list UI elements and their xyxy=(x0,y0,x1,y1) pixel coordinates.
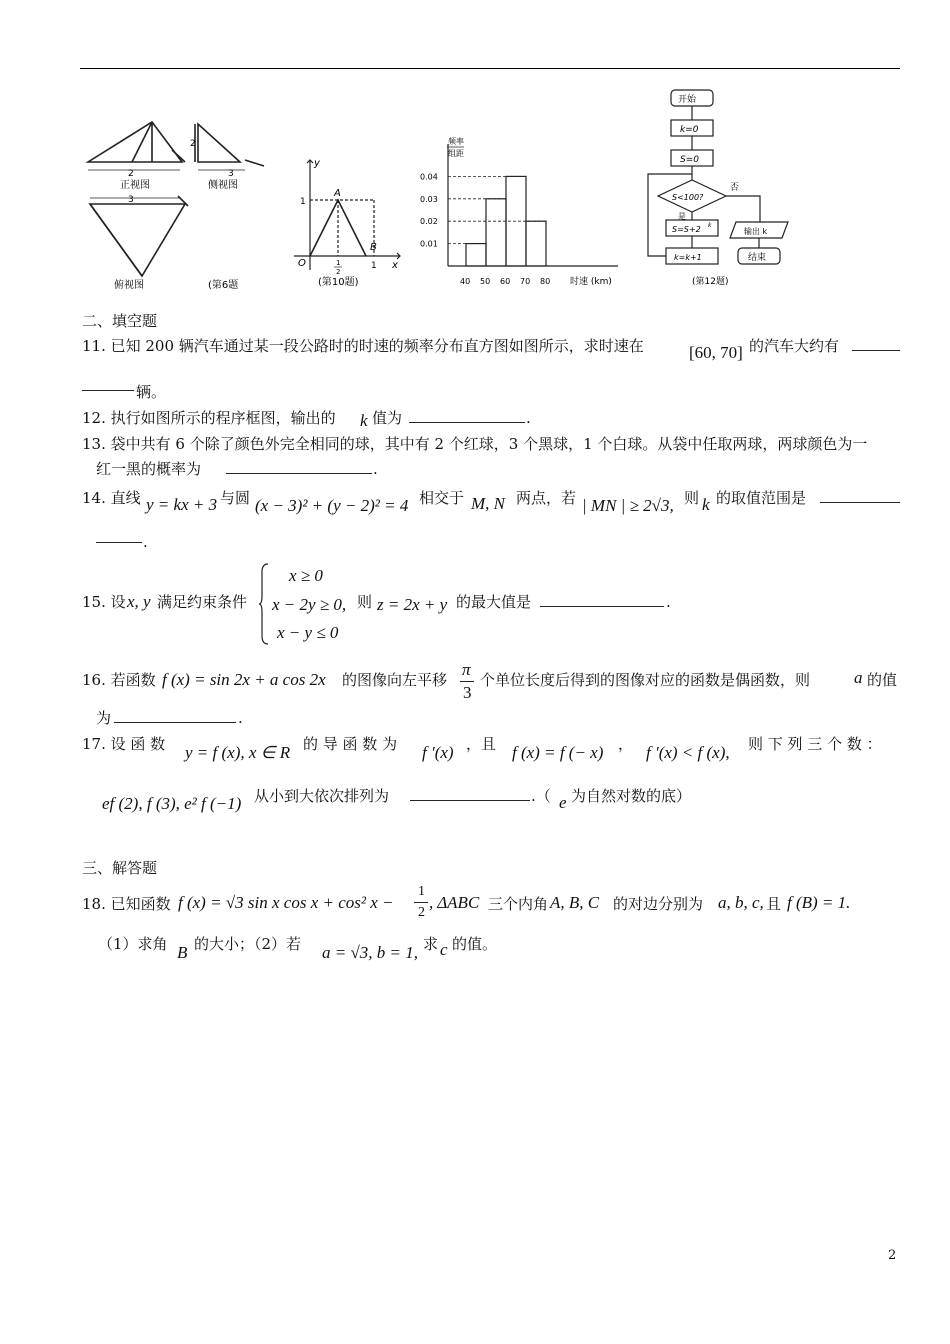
fig12-no: 否 xyxy=(730,183,740,193)
q12-var: k xyxy=(360,411,368,430)
fig11-y-tick: 0.02 xyxy=(420,217,438,227)
q15-end: . xyxy=(666,593,671,611)
fig10-tick-half-num: 1 xyxy=(336,259,341,267)
fig6-top-view-shape xyxy=(90,204,185,276)
fig10-y-label: y xyxy=(314,158,320,169)
q11-text-b: 的汽车大约有 xyxy=(749,337,840,355)
q15-c1: x ≥ 0 xyxy=(289,566,323,585)
fig10-point-a: A xyxy=(334,188,341,199)
fig10-graph xyxy=(288,152,406,292)
fig11-bar xyxy=(466,244,486,266)
q13-text-a: 13. 袋中共有 6 个除了颜色外完全相同的球，其中有 2 个红球，3 个黑球，1 个白球。从袋中任取两球，两球颜色为一 xyxy=(82,435,868,453)
fig12-caption: (第12题) xyxy=(692,277,729,287)
q14-t4: 则 xyxy=(684,489,700,507)
fig11-ylabel-top: 频率 xyxy=(448,137,464,146)
q15-c2: x − 2y ≥ 0, xyxy=(272,595,347,614)
fig10-tick-x1: 1 xyxy=(371,261,377,271)
q18-p1: （1）求角 xyxy=(98,935,168,953)
q17-t2: ，且 xyxy=(466,735,497,753)
fig12-update-k: k=k+1 xyxy=(674,253,702,262)
fig11-y-tick: 0.01 xyxy=(420,239,438,249)
fig12-init-s: S=0 xyxy=(680,155,699,165)
fig11-histogram xyxy=(418,130,628,290)
fig10-point-b: B xyxy=(370,242,377,253)
fig12-init-k: k=0 xyxy=(680,125,699,135)
q14-t5: 的取值范围是 xyxy=(716,489,807,507)
q15-text-d: 的最大值是 xyxy=(456,593,532,611)
q12-answer-blank[interactable] xyxy=(409,408,525,423)
q18-abc: A, B, C xyxy=(550,893,600,912)
fig11-ylabel-bottom: 组距 xyxy=(448,149,464,158)
q14-t2: 相交于 xyxy=(419,489,465,507)
q18-half-num: 1 xyxy=(418,884,425,899)
q16-answer-blank[interactable] xyxy=(114,708,236,723)
q14-answer-blank-2[interactable] xyxy=(96,528,142,543)
page-number: 2 xyxy=(888,1248,897,1263)
q12-text-a: 12. 执行如图所示的程序框图，输出的 xyxy=(82,409,336,427)
q15-z: z = 2x + y xyxy=(377,595,448,614)
q11-text-a: 11. 已知 200 辆汽车通过某一段公路时的时速的频率分布直方图如图所示，求时速在 xyxy=(82,337,644,355)
fig11-bar xyxy=(486,199,506,266)
q16-t4: 为 xyxy=(96,709,112,727)
q17-f: y = f (x), x ∈ R xyxy=(185,743,291,762)
fig10-x-label: x xyxy=(392,260,398,271)
q17-fp: f ′(x) xyxy=(422,743,454,762)
q16-a: a xyxy=(854,668,863,687)
q18-sides: a, b, c, xyxy=(718,893,764,912)
q13-answer-blank[interactable] xyxy=(226,459,372,474)
q16-fraction-bar xyxy=(460,681,474,682)
q18-half-den: 2 xyxy=(418,905,425,920)
q11-line1 xyxy=(82,336,644,356)
q12-text-b: 值为 xyxy=(372,409,403,427)
q14-t3: 两点，若 xyxy=(516,489,577,507)
q11-answer-blank-1[interactable] xyxy=(852,336,900,351)
q18-t1: , ΔABC xyxy=(429,893,480,912)
fig12-update-s: S=S+2 xyxy=(672,225,701,234)
fig12-start: 开始 xyxy=(678,95,697,105)
q11-text-c: 辆。 xyxy=(136,383,167,401)
q18-fb: f (B) = 1. xyxy=(787,893,851,912)
fig12-flowchart xyxy=(640,84,800,296)
fig6-dim-height: 2 xyxy=(190,139,196,149)
q14-k: k xyxy=(702,495,710,514)
q15-brace xyxy=(258,562,270,646)
fig11-y-tick: 0.04 xyxy=(420,172,438,182)
q14-end: . xyxy=(143,533,148,551)
q15-c3: x − y ≤ 0 xyxy=(277,623,339,642)
q13-text-b: 红一黑的概率为 xyxy=(96,460,202,478)
q14-cond: | MN | ≥ 2√3, xyxy=(582,496,674,515)
q15-text-b: 满足约束条件 xyxy=(157,593,248,611)
q18-t3: 的对边分别为 xyxy=(613,895,704,913)
q14-answer-blank-1[interactable] xyxy=(820,488,900,503)
fig6-dim-side: 3 xyxy=(228,169,234,179)
q15-answer-blank[interactable] xyxy=(540,592,664,607)
fig11-x-tick: 80 xyxy=(540,277,551,286)
q15-text-c: 则 xyxy=(357,593,373,611)
q17-even: f (x) = f (− x) xyxy=(512,743,604,762)
q17-t6: .（ xyxy=(531,787,551,805)
q18-t4: 且 xyxy=(766,895,782,913)
q14-num: 14. 直线 xyxy=(82,489,141,507)
fig11-x-tick: 50 xyxy=(480,277,491,286)
q18-f: f (x) = √3 sin x cos x + cos² x − xyxy=(178,893,394,912)
section3-title: 三、解答题 xyxy=(82,859,158,877)
q16-f: f (x) = sin 2x + a cos 2x xyxy=(162,670,326,689)
q17-t5: 从小到大依次排列为 xyxy=(254,787,390,805)
q18-p3: 求 xyxy=(423,935,439,953)
q17-t4: 则 下 列 三 个 数 ： xyxy=(748,735,882,753)
fig6-dim-front: 2 xyxy=(128,169,134,179)
q13-end: . xyxy=(373,460,378,478)
fig12-end: 结束 xyxy=(748,253,767,263)
fig6-three-views xyxy=(80,118,275,293)
q12-end: . xyxy=(526,409,531,427)
fig11-y-tick: 0.03 xyxy=(420,194,438,204)
q17-ineq: f ′(x) < f (x), xyxy=(646,743,730,762)
q16-num: 16. 若函数 xyxy=(82,671,156,689)
fig12-yes: 是 xyxy=(678,212,686,221)
q15-text-a: 15. 设 xyxy=(82,593,126,611)
q16-den: 3 xyxy=(463,683,472,702)
header-rule xyxy=(80,68,900,69)
q14-mn: M, N xyxy=(471,494,505,513)
fig6-front-label: 正视图 xyxy=(120,180,150,191)
q14-line: y = kx + 3 xyxy=(146,495,218,514)
q18-t2: 三个内角 xyxy=(488,895,549,913)
q18-c: c xyxy=(440,940,448,959)
q17-t3: ， xyxy=(618,735,634,753)
q17-nums: ef (2), f (3), e² f (−1) xyxy=(102,794,242,813)
fig6-dim-top: 3 xyxy=(128,195,134,205)
fig11-x-tick: 60 xyxy=(500,277,511,286)
q17-num: 17. 设 函 数 xyxy=(82,735,166,753)
fig12-cond: S<100? xyxy=(672,193,704,202)
q17-t1: 的 导 函 数 为 xyxy=(303,735,398,753)
q16-t1: 的图像向左平移 xyxy=(342,671,448,689)
q14-circle: (x − 3)² + (y − 2)² = 4 xyxy=(255,496,409,515)
q18-p2: 的大小；（2）若 xyxy=(194,935,302,953)
q11-interval: [60, 70] xyxy=(689,343,743,362)
fig6-front-right-piece xyxy=(172,150,185,162)
q16-end: . xyxy=(238,709,243,727)
q16-t3: 的值 xyxy=(867,671,898,689)
fig6-caption: (第6题 xyxy=(208,280,239,291)
q17-answer-blank[interactable] xyxy=(410,786,530,801)
q18-given: a = √3, b = 1, xyxy=(322,943,419,962)
fig11-bar xyxy=(526,221,546,266)
q15-vars: x, y xyxy=(127,592,151,611)
fig6-side-view-shape xyxy=(198,124,240,162)
fig10-tick-half-den: 2 xyxy=(336,268,341,276)
q18-num: 18. 已知函数 xyxy=(82,895,171,913)
q16-pi: π xyxy=(462,660,471,679)
fig11-x-tick: 40 xyxy=(460,277,471,286)
q17-e: e xyxy=(559,793,567,812)
fig6-top-label: 俯视图 xyxy=(114,280,144,291)
fig12-update-s-exp: k xyxy=(708,222,712,229)
fig10-caption: (第10题) xyxy=(318,277,359,288)
q18-p4: 的值。 xyxy=(452,935,498,953)
fig11-x-tick: 70 xyxy=(520,277,531,286)
fig10-tick-y1: 1 xyxy=(300,197,306,207)
q11-answer-blank-2[interactable] xyxy=(82,376,134,391)
fig12-output: 输出 k xyxy=(744,227,768,236)
fig10-origin: O xyxy=(298,258,306,269)
fig6-side-label: 侧视图 xyxy=(208,180,238,191)
q16-t2: 个单位长度后得到的图像对应的函数是偶函数，则 xyxy=(480,671,811,689)
q18-B: B xyxy=(177,943,188,962)
q17-t7: 为自然对数的底） xyxy=(571,787,692,805)
q14-t1: 与圆 xyxy=(220,489,251,507)
section2-title: 二、填空题 xyxy=(82,312,158,330)
fig11-xlabel: 时速 (km) xyxy=(570,277,612,287)
